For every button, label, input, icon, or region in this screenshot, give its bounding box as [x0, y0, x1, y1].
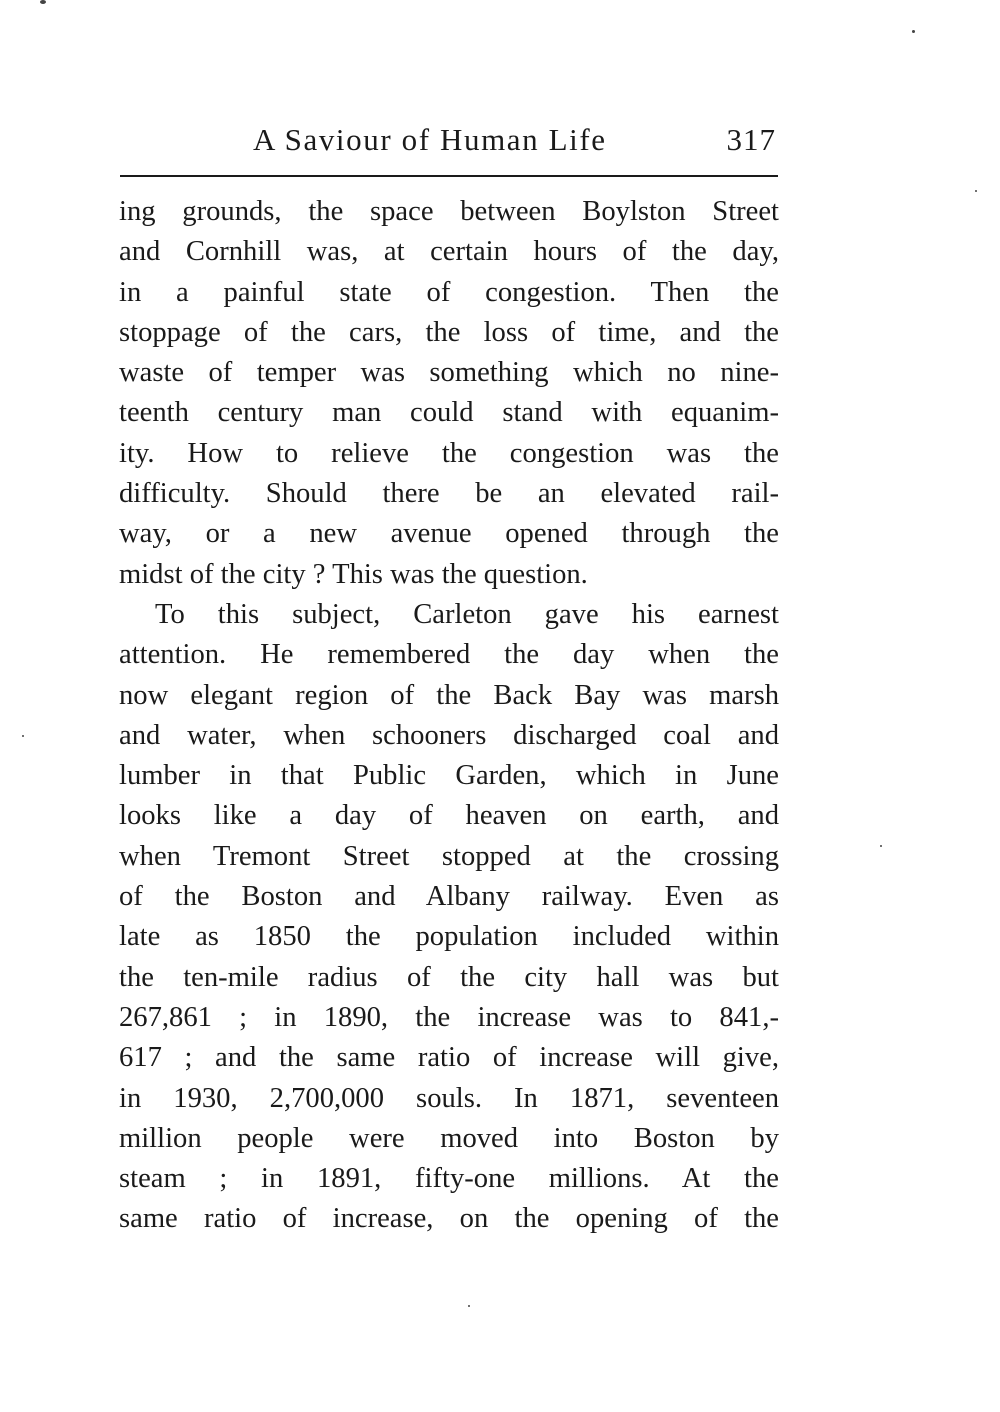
text-line: same ratio of increase, on the opening of the	[119, 1203, 779, 1235]
text-line: and Cornhill was, at certain hours of the day,	[119, 236, 779, 268]
text-line: looks like a day of heaven on earth, and	[119, 800, 779, 832]
text-line: teenth century man could stand with equanim-	[119, 397, 779, 429]
scan-speck	[912, 30, 915, 33]
text-line: midst of the city ? This was the question.	[119, 558, 588, 590]
text-line: ity. How to relieve the congestion was the	[119, 437, 779, 469]
running-title: A Saviour of Human Life	[253, 122, 607, 157]
text-line: 617 ; and the same ratio of increase will give,	[119, 1042, 779, 1074]
paragraph	[119, 192, 779, 595]
text-line: 267,861 ; in 1890, the increase was to 841,-	[119, 1001, 779, 1033]
text-line: stoppage of the cars, the loss of time, and the	[119, 316, 779, 348]
body-text	[119, 192, 779, 1240]
header-rule	[120, 175, 778, 177]
scan-speck	[975, 190, 977, 192]
scan-speck	[880, 845, 882, 847]
text-line: way, or a new avenue opened through the	[119, 518, 779, 550]
text-line: when Tremont Street stopped at the crossing	[119, 840, 779, 872]
scan-speck	[40, 0, 46, 4]
page-number: 317	[726, 122, 776, 157]
text-line: late as 1850 the population included within	[119, 921, 779, 953]
text-line: steam ; in 1891, fifty-one millions. At the	[119, 1163, 779, 1195]
scan-speck	[22, 735, 24, 737]
text-line: of the Boston and Albany railway. Even as	[119, 881, 779, 913]
text-line: difficulty. Should there be an elevated rail-	[119, 478, 779, 510]
page-header	[118, 122, 780, 166]
text-line: now elegant region of the Back Bay was marsh	[119, 679, 779, 711]
scan-speck	[468, 1305, 470, 1307]
text-line: waste of temper was something which no nine-	[119, 357, 779, 389]
text-line: the ten-mile radius of the city hall was but	[119, 961, 779, 993]
text-line: in 1930, 2,700,000 souls. In 1871, seventeen	[119, 1082, 779, 1114]
text-line: million people were moved into Boston by	[119, 1122, 779, 1154]
text-line: To this subject, Carleton gave his earnest	[155, 598, 779, 630]
paragraph	[119, 595, 779, 1240]
text-line: in a painful state of congestion. Then the	[119, 276, 779, 308]
text-line: ing grounds, the space between Boylston Street	[119, 196, 779, 227]
text-line: and water, when schooners discharged coal and	[119, 719, 779, 751]
text-line: lumber in that Public Garden, which in June	[119, 760, 779, 792]
text-line: attention. He remembered the day when the	[119, 639, 779, 671]
